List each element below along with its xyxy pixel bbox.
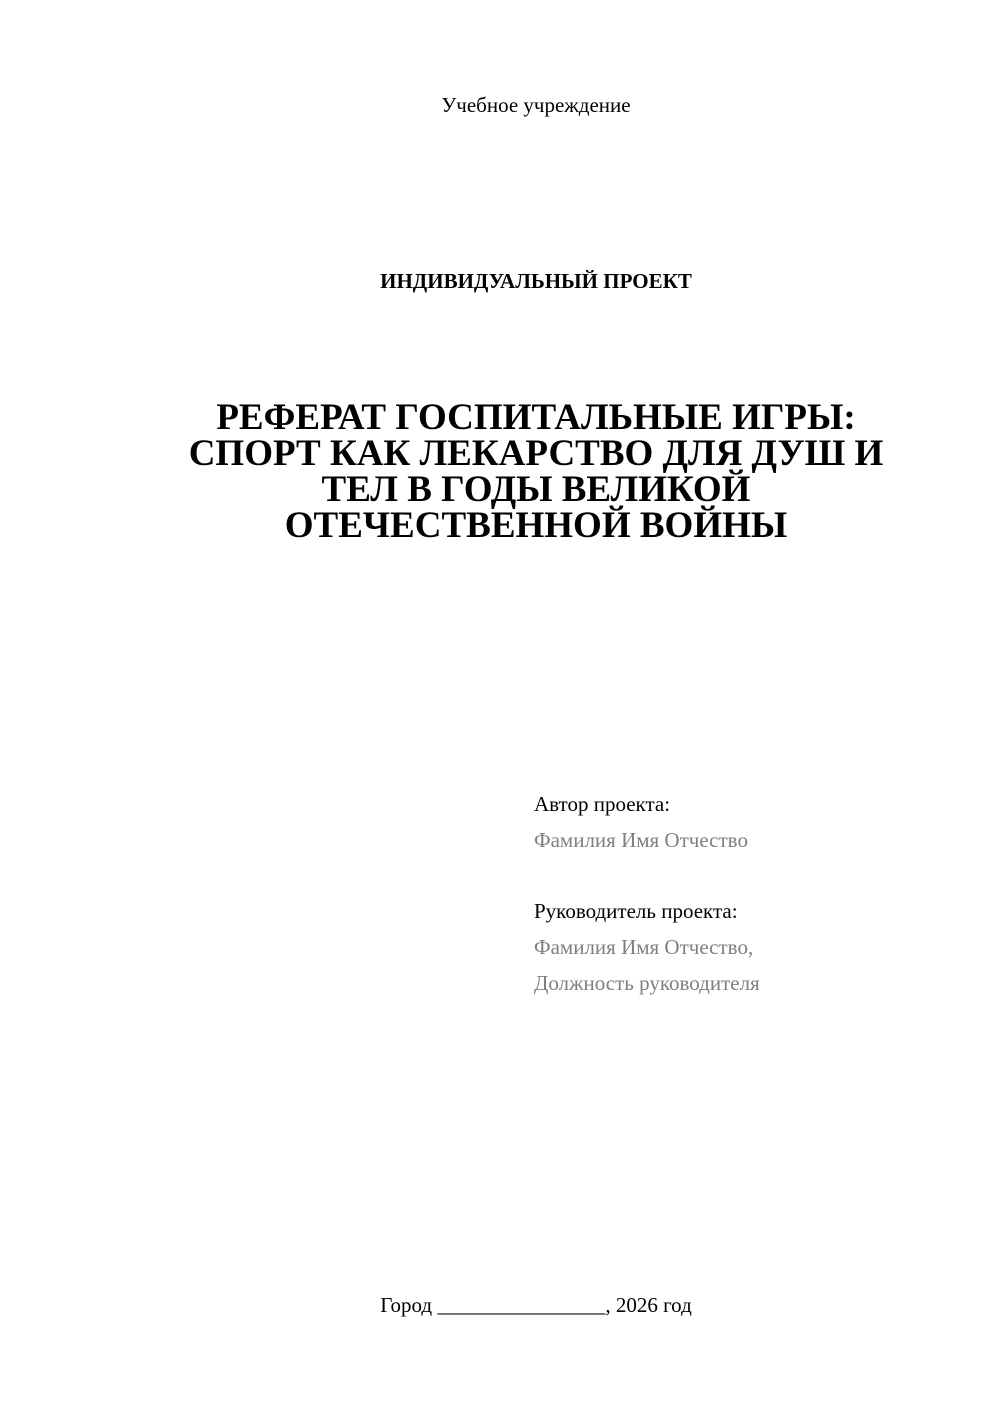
supervisor-block — [534, 893, 974, 1001]
city-year-line: Город ________________, 2026 год — [380, 1293, 692, 1317]
title-line: СПОРТ КАК ЛЕКАРСТВО ДЛЯ ДУШ И — [188, 433, 884, 474]
author-label: Автор проекта: — [534, 792, 671, 816]
document-title — [150, 397, 922, 546]
project-type-heading: ИНДИВИДУАЛЬНЫЙ ПРОЕКТ — [380, 269, 692, 293]
institution-name: Учебное учреждение — [441, 93, 631, 117]
author-name: Фамилия Имя Отчество — [534, 828, 748, 852]
supervisor-label: Руководитель проекта: — [534, 899, 738, 923]
title-line: ТЕЛ В ГОДЫ ВЕЛИКОЙ — [321, 469, 751, 510]
supervisor-position: Должность руководителя — [534, 971, 760, 995]
author-block — [534, 786, 974, 858]
title-line: ОТЕЧЕСТВЕННОЙ ВОЙНЫ — [284, 505, 788, 546]
supervisor-name: Фамилия Имя Отчество, — [534, 935, 754, 959]
title-line: РЕФЕРАТ ГОСПИТАЛЬНЫЕ ИГРЫ: — [216, 397, 856, 438]
